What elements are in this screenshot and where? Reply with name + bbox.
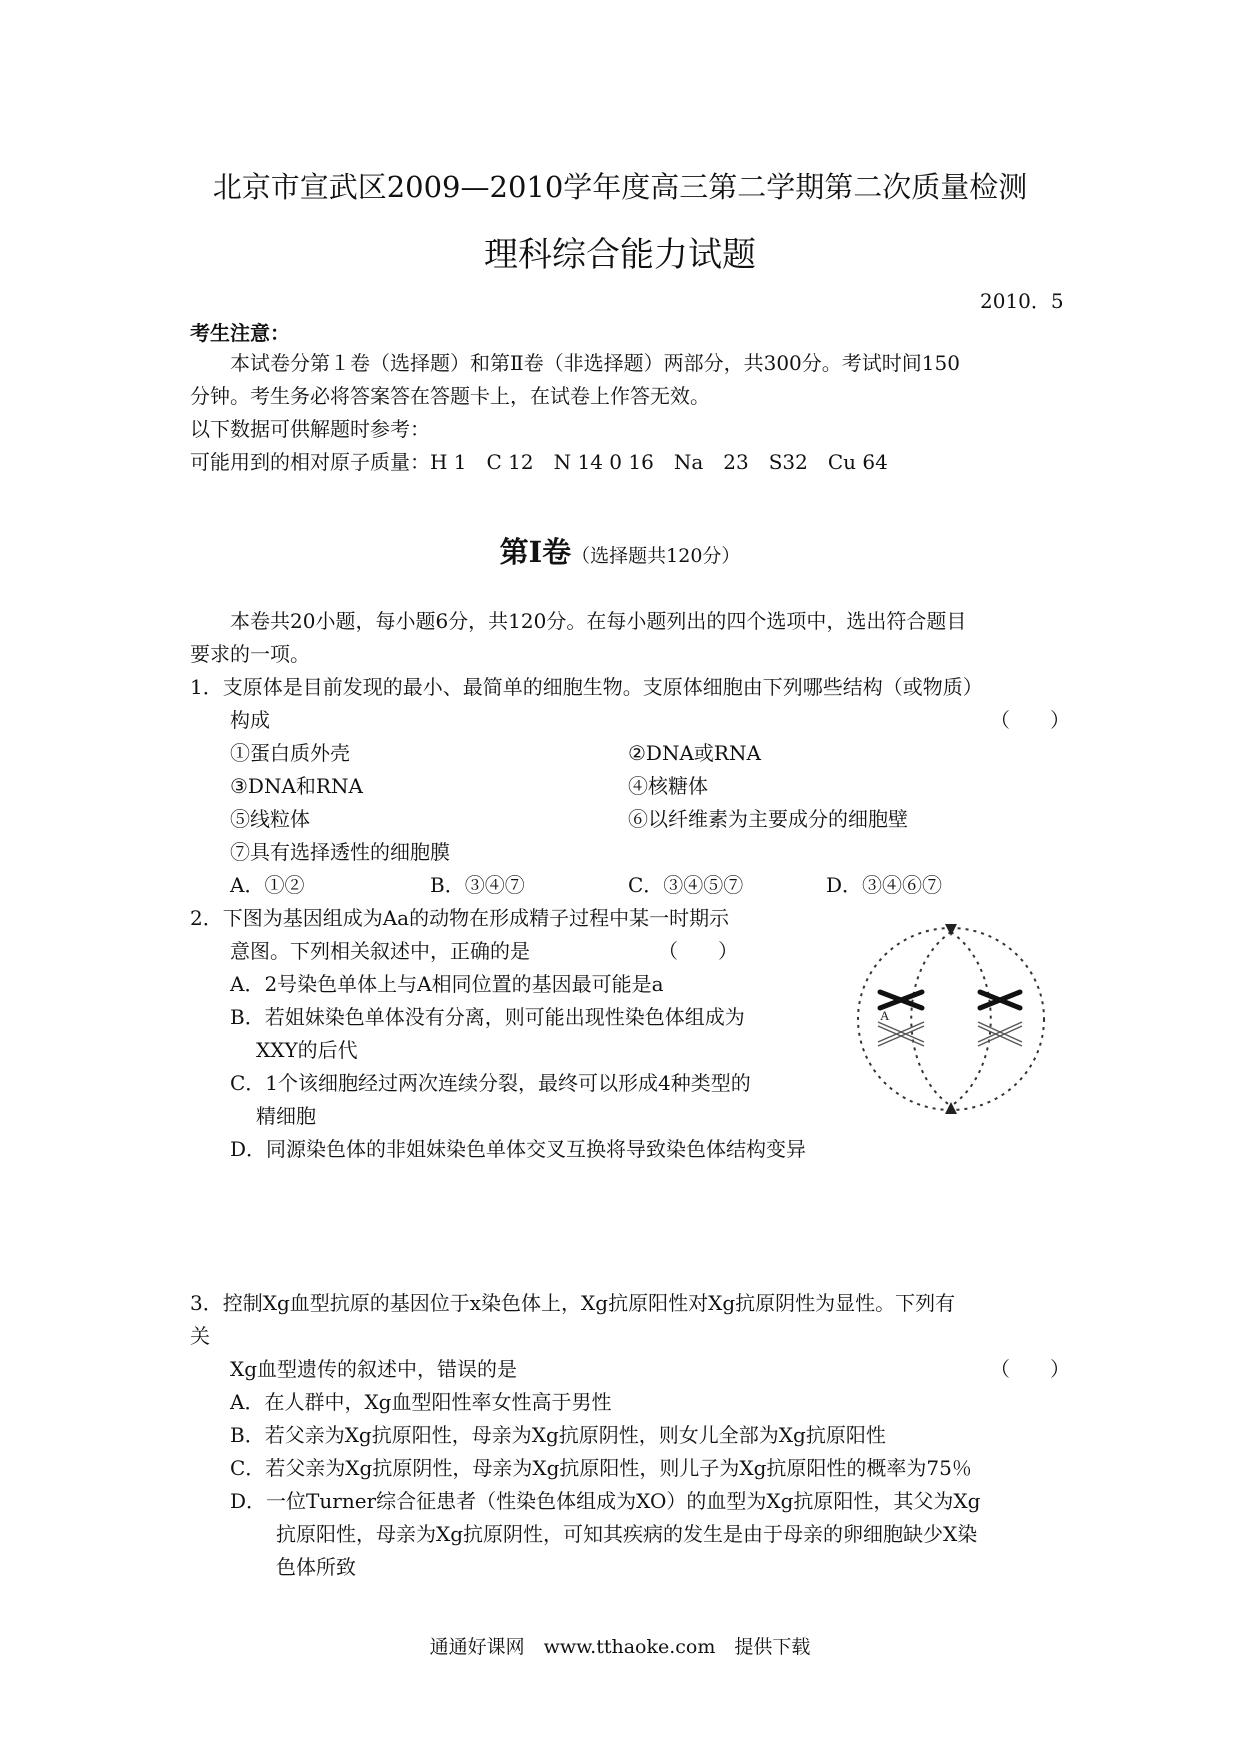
q3-option-a: A．在人群中，Xg血型阳性率女性高于男性 — [230, 1390, 612, 1414]
q1-item: ①蛋白质外壳 — [230, 741, 350, 765]
q1-option-b: B．③④⑦ — [430, 873, 525, 897]
notice-line: 本试卷分第１卷（选择题）和第Ⅱ卷（非选择题）两部分，共300分。考试时间150 — [230, 351, 960, 375]
q3-stem: 3．控制Xg血型抗原的基因位于x染色体上，Xg抗原阳性对Xg抗原阴性为显性。下列有 — [190, 1291, 956, 1315]
q3-stem: 关 — [190, 1324, 210, 1348]
q1-item: ②DNA或RNA — [628, 741, 761, 765]
q3-option-d: 色体所致 — [276, 1555, 356, 1579]
answer-paren: （ ） — [990, 708, 1070, 732]
q2-option-b: XXY的后代 — [256, 1038, 358, 1062]
exam-title: 北京市宣武区2009—2010学年度高三第二学期第二次质量检测 — [212, 170, 1028, 204]
q1-item: ⑤线粒体 — [230, 807, 310, 831]
meiosis-diagram — [850, 918, 1052, 1120]
section-title-main: 第Ⅰ卷 — [499, 535, 572, 569]
q2-option-b: B．若姐妹染色单体没有分离，则可能出现性染色体组成为 — [230, 1005, 745, 1029]
q2-stem: 2．下图为基因组成为Aa的动物在形成精子过程中某一时期示 — [190, 906, 730, 930]
q3-option-c: C．若父亲为Xg抗原阴性，母亲为Xg抗原阳性，则儿子为Xg抗原阳性的概率为75％ — [230, 1456, 972, 1480]
q3-stem: Xg血型遗传的叙述中，错误的是 — [230, 1357, 518, 1381]
q2-option-a: A．2号染色单体上与A相同位置的基因最可能是a — [230, 972, 664, 996]
q1-stem: 构成 — [230, 708, 270, 732]
notice-line: 以下数据可供解题时参考： — [190, 417, 430, 441]
q2-option-d: D．同源染色体的非姐妹染色单体交叉互换将导致染色体结构变异 — [230, 1137, 807, 1161]
q1-option-d: D．③④⑥⑦ — [826, 873, 943, 897]
q1-option-a: A．①② — [230, 873, 305, 897]
q1-item: ③DNA和RNA — [230, 774, 363, 798]
notice-heading: 考生注意： — [190, 321, 290, 345]
answer-paren: （ ） — [990, 1357, 1070, 1381]
q1-item: ⑥以纤维素为主要成分的细胞壁 — [628, 807, 908, 831]
section-title — [0, 530, 1240, 571]
section-intro: 本卷共20小题，每小题6分，共120分。在每小题列出的四个选项中，选出符合题目 — [230, 609, 967, 633]
q2-stem: 意图。下列相关叙述中，正确的是 — [230, 939, 530, 963]
q1-stem: 1．支原体是目前发现的最小、最简单的细胞生物。支原体细胞由下列哪些结构（或物质） — [190, 675, 983, 699]
page-footer: 通通好课网 www.tthaoke.com 提供下载 — [429, 1636, 811, 1658]
exam-subtitle: 理科综合能力试题 — [484, 235, 756, 275]
section-title-sub: （选择题共120分） — [571, 545, 741, 567]
q2-option-c: 精细胞 — [256, 1104, 316, 1128]
q1-item: ⑦具有选择透性的细胞膜 — [230, 840, 450, 864]
q1-option-c: C．③④⑤⑦ — [628, 873, 744, 897]
section-intro: 要求的一项。 — [190, 642, 310, 666]
notice-line: 分钟。考生务必将答案答在答题卡上，在试卷上作答无效。 — [190, 384, 710, 408]
answer-paren: （ ） — [658, 939, 738, 963]
q3-option-b: B．若父亲为Xg抗原阳性，母亲为Xg抗原阴性，则女儿全部为Xg抗原阳性 — [230, 1423, 886, 1447]
q3-option-d: D．一位Turner综合征患者（性染色体组成为XO）的血型为Xg抗原阳性，其父为Xg — [230, 1489, 981, 1513]
gene-label-a: A — [880, 1008, 890, 1023]
q3-option-d: 抗原阳性，母亲为Xg抗原阴性，可知其疾病的发生是由于母亲的卵细胞缺少X染 — [276, 1522, 978, 1546]
exam-date: 2010．5 — [980, 289, 1064, 313]
atomic-mass-line: 可能用到的相对原子质量：H 1 C 12 N 14 0 16 Na 23 S32 Cu 64 — [190, 450, 888, 474]
q2-option-c: C．1个该细胞经过两次连续分裂，最终可以形成4种类型的 — [230, 1071, 751, 1095]
q1-item: ④核糖体 — [628, 774, 708, 798]
